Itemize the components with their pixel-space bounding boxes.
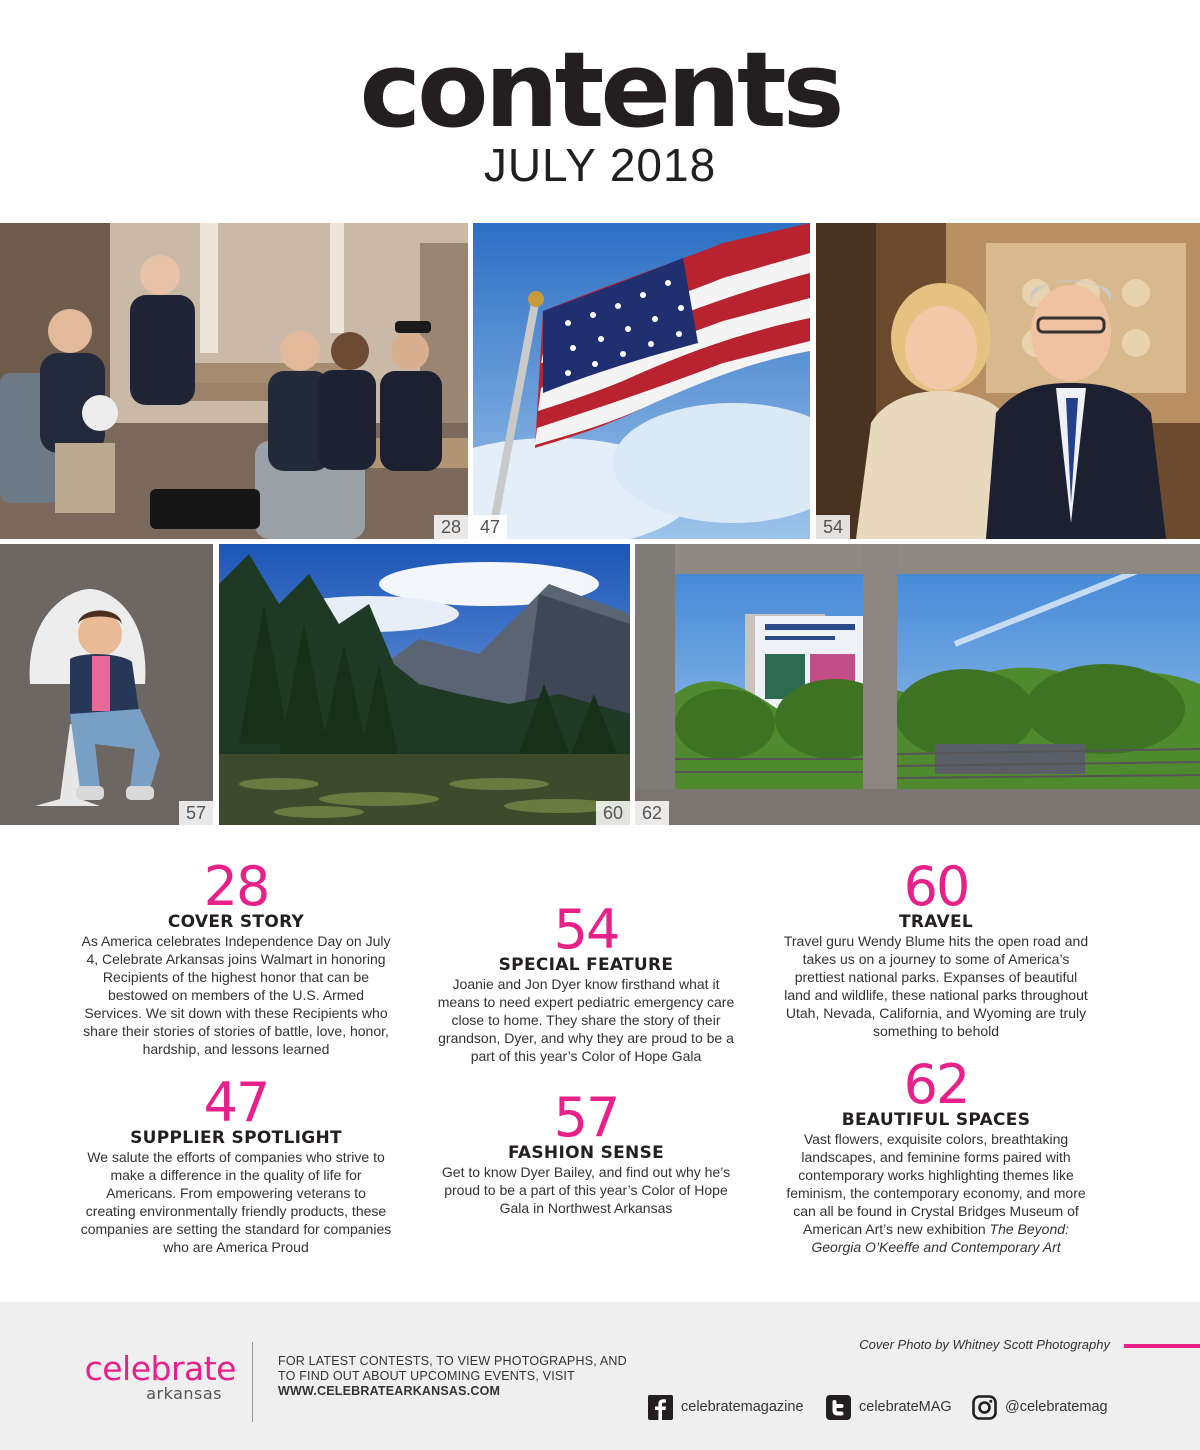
photo-page-number: 54 <box>816 515 850 539</box>
entry-description <box>780 1130 1092 1256</box>
twitter-handle[interactable] <box>826 1393 952 1421</box>
entry-page-number: 28 <box>203 855 269 918</box>
facebook-icon <box>648 1395 673 1420</box>
accent-bar <box>1124 1344 1200 1348</box>
twitter-icon <box>826 1395 851 1420</box>
photo-page-number: 62 <box>635 801 669 825</box>
photo-supplier-spotlight[interactable] <box>473 223 810 539</box>
photo-page-number: 47 <box>473 515 507 539</box>
photo-page-number: 57 <box>179 801 213 825</box>
celebrate-arkansas-logo[interactable] <box>66 1349 236 1403</box>
photo-page-number: 28 <box>434 515 468 539</box>
footer <box>0 1302 1200 1450</box>
entry-description: As America celebrates Independence Day on July 4, Celebrate Arkansas joins Walmart in honoring Recipients of the highest honor that can be bestowed on members of the U.S. Armed Services. We sit down with these Recipients who share their stories of stories of battle, love, honor, hardship, and lessons learned <box>81 933 391 1057</box>
entry-supplier-spotlight[interactable] <box>80 1071 392 1256</box>
cover-photo-credit: Cover Photo by Whitney Scott Photography <box>859 1337 1110 1352</box>
instagram-icon <box>972 1395 997 1420</box>
entry-page-number: 62 <box>903 1053 969 1116</box>
entry-heading: SPECIAL FEATURE <box>498 955 674 975</box>
entry-special-feature[interactable] <box>430 898 742 1065</box>
website-link[interactable]: WWW.CELEBRATEARKANSAS.COM <box>278 1384 501 1398</box>
photo-travel[interactable] <box>219 544 630 825</box>
issue-date: JULY 2018 <box>483 139 717 191</box>
entry-description: We salute the efforts of companies who strive to make a difference in the quality of life for Americans. From empowering veterans to creating environmentally friendly products, these companies are setting the standard for companies who are America Proud <box>80 1149 392 1255</box>
entry-description: Travel guru Wendy Blume hits the open road and takes us on a journey to some of America’s prettiest national parks. Expanses of beautiful land and wildlife, these national parks throughout Utah, Nevada, California, and Wyoming are truly something to behold <box>783 933 1089 1039</box>
entry-fashion-sense[interactable] <box>430 1086 742 1217</box>
footer-divider <box>252 1342 253 1422</box>
logo-wordmark: celebrate <box>84 1349 236 1388</box>
photo-fashion-sense[interactable] <box>0 544 213 825</box>
facebook-handle-text: celebratemagazine <box>681 1399 804 1415</box>
entry-heading: FASHION SENSE <box>507 1143 665 1163</box>
photo-page-number: 60 <box>596 801 630 825</box>
photo-cover-story[interactable] <box>0 223 468 539</box>
instagram-handle-text: @celebratemag <box>1005 1399 1108 1415</box>
entry-heading: TRAVEL <box>898 912 974 932</box>
exhibition-title: The Beyond: Georgia O’Keeffe and Contemporary Art <box>811 1221 1069 1255</box>
instagram-handle[interactable] <box>972 1393 1108 1421</box>
entry-heading: BEAUTIFUL SPACES <box>841 1110 1031 1130</box>
entry-page-number: 57 <box>553 1086 619 1149</box>
entry-description-text: Vast flowers, exquisite colors, breathtaking landscapes, and feminine forms paired with contemporary works highlighting themes like feminism, the contemporary economy, and more can all be found in Crystal Bridges Museum of American Art’s new exhibition <box>786 1131 1086 1237</box>
twitter-handle-text: celebrateMAG <box>859 1399 952 1415</box>
entry-page-number: 60 <box>903 855 969 918</box>
entry-heading: SUPPLIER SPOTLIGHT <box>130 1128 342 1148</box>
logo-subtitle: arkansas <box>146 1384 222 1403</box>
photo-special-feature[interactable] <box>816 223 1200 539</box>
entry-travel[interactable] <box>780 855 1092 1040</box>
entry-page-number: 54 <box>553 898 619 961</box>
entry-description: Get to know Dyer Bailey, and find out why he’s proud to be a part of this year’s Color of Hope Gala in Northwest Arkansas <box>441 1164 731 1216</box>
footer-cta <box>278 1354 638 1399</box>
page-header <box>0 0 1200 222</box>
entry-description: Joanie and Jon Dyer know firsthand what it means to need expert pediatric emergency care close to home. They share the story of their grandson, Dyer, and why they are proud to be a part of this year’s Color of Hope Gala <box>437 976 735 1064</box>
entry-cover-story[interactable] <box>80 855 392 1058</box>
entry-page-number: 47 <box>203 1071 269 1134</box>
page-title: contents <box>359 29 841 151</box>
photo-beautiful-spaces[interactable] <box>635 544 1200 825</box>
entry-beautiful-spaces[interactable] <box>780 1053 1092 1256</box>
cta-text: FOR LATEST CONTESTS, TO VIEW PHOTOGRAPHS, AND TO FIND OUT ABOUT UPCOMING EVENTS, VISIT <box>278 1354 627 1383</box>
entry-heading: COVER STORY <box>167 912 305 932</box>
facebook-handle[interactable] <box>648 1393 804 1421</box>
